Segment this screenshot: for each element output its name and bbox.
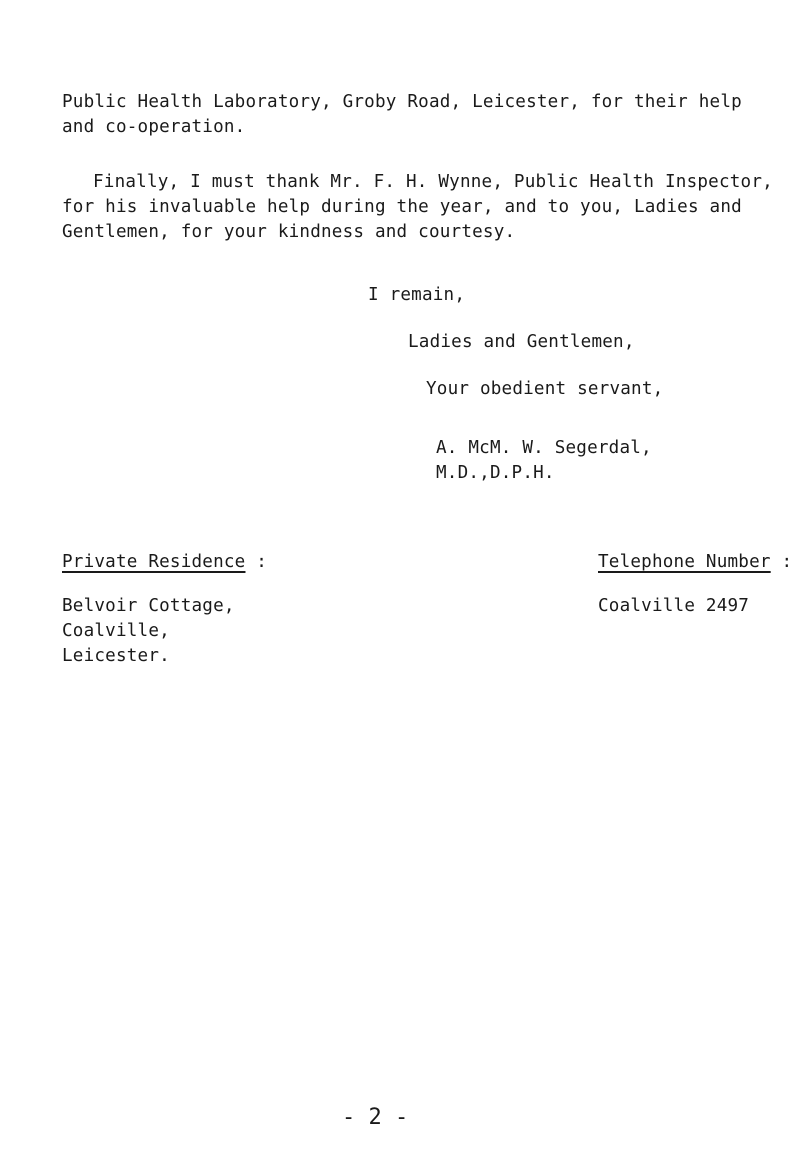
telephone-colon: : — [770, 552, 793, 572]
paragraph-2-line-3: Gentlemen, for your kindness and courtesy. — [62, 222, 516, 242]
paragraph-1-line-2: and co-operation. — [62, 117, 246, 137]
paragraph-2-line-1: Finally, I must thank Mr. F. H. Wynne, Public Health Inspector, — [93, 172, 773, 192]
telephone-heading: Telephone Number — [598, 552, 771, 572]
closing-remain: I remain, — [368, 285, 466, 305]
residence-heading: Private Residence — [62, 552, 246, 572]
closing-salutation: Ladies and Gentlemen, — [408, 332, 635, 352]
residence-heading-line — [62, 550, 267, 575]
closing-servant: Your obedient servant, — [426, 379, 664, 399]
residence-address-line-3: Leicester. — [62, 646, 170, 666]
residence-colon: : — [245, 552, 268, 572]
residence-address-line-2: Coalville, — [62, 621, 170, 641]
paragraph-1-line-1: Public Health Laboratory, Groby Road, Leicester, for their help — [62, 92, 742, 112]
telephone-heading-line — [598, 550, 792, 575]
page-number: - 2 - — [342, 1105, 409, 1130]
paragraph-2-line-2: for his invaluable help during the year, and to you, Ladies and — [62, 197, 742, 217]
residence-address-line-1: Belvoir Cottage, — [62, 596, 235, 616]
signature-degrees: M.D.,D.P.H. — [436, 463, 555, 483]
telephone-number: Coalville 2497 — [598, 596, 750, 616]
signature-name: A. McM. W. Segerdal, — [436, 438, 652, 458]
